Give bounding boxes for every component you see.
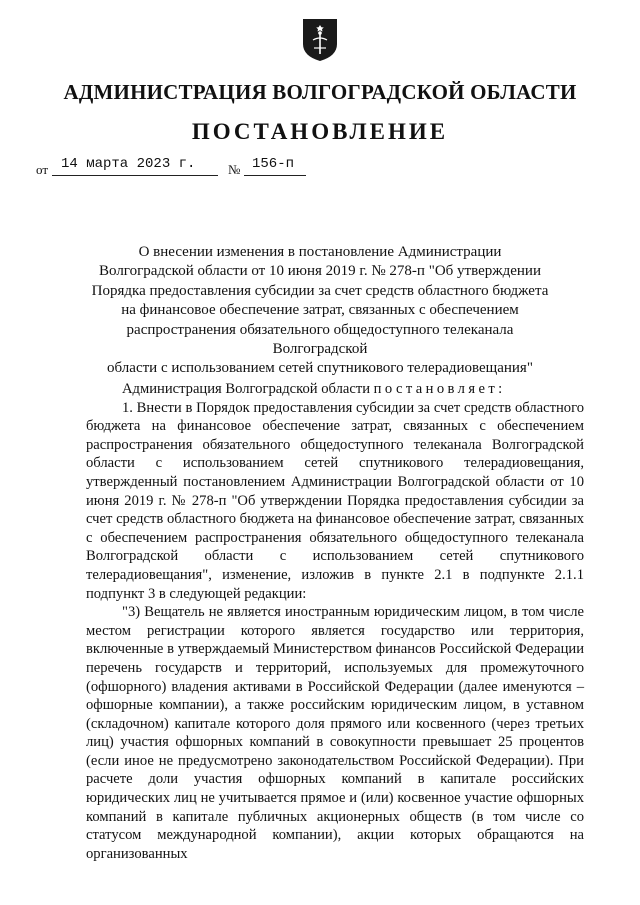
document-type-heading: ПОСТАНОВЛЕНИЕ <box>191 119 449 144</box>
issuing-authority: АДМИНИСТРАЦИЯ ВОЛГОГРАДСКОЙ ОБЛАСТИ <box>63 80 577 104</box>
intro-text: Администрация Волгоградской области <box>122 381 371 397</box>
clause-1: 1. Внести в Порядок предоставления субсидии за счет средств областного бюджета на финансовое обеспечение затрат, связанных с обеспечением распространения обязательного общедоступного телеканала Волгоградской области с использованием сетей спутникового телерадиовещания, утвержденный постановлением Администрации Волгоградской области от 10 июня 2019 г. № 278-п "Об утверждении Порядка предоставления субсидии за счет средств областного бюджета на финансовое обеспечение затрат, связанных с обеспечением распространения обязательного общедоступного телеканала Волгоградской области с использованием сетей спутникового телерадиовещания", изменение, изложив в пункте 2.1 в подпункте 2.1.1 подпункт 3 в следующей редакции: <box>86 399 584 602</box>
intro-paragraph <box>86 380 584 399</box>
number-label: № <box>228 162 241 177</box>
subclause-3: "3) Вещатель не является иностранным юридическим лицом, в том числе местом регистрации которого является государство или территория, включенные в утверждаемый Министерством финансов Российской Федерации перечень государств и территорий, используемых для промежуточного (офшорного) владения активами в Российской Федерации (далее именуются – офшорные компании), а также российским юридическим лицом, в уставном (складочном) капитале которого доля прямого или косвенного (через третьих лиц) участия офшорных компаний в совокупности превышает 25 процентов (если иное не предусмотрено законодательством Российской Федерации). При расчете доли участия офшорных компаний в капитале российских юридических лиц не учитывается прямое и (или) косвенное участие офшорных компаний в капитале публичных акционерных обществ (в том числе со статусом международной компании), акции которых обращаются на организованных <box>86 604 584 862</box>
title-line: О внесении изменения в постановление Администрации <box>138 244 502 260</box>
coat-of-arms-icon <box>302 18 338 62</box>
date-label: от <box>36 162 49 177</box>
number-underline <box>244 175 306 176</box>
resolves-word: постановляет: <box>373 381 506 397</box>
document-title <box>80 243 560 379</box>
date-underline <box>52 175 218 176</box>
title-line: области с использованием сетей спутникового телерадиовещания" <box>107 360 533 377</box>
title-line: на финансовое обеспечение затрат, связанных с обеспечением <box>121 302 519 319</box>
title-line: Порядка предоставления субсидии за счет средств областного бюджета <box>91 282 549 299</box>
document-date: 14 марта 2023 г. <box>61 156 196 172</box>
title-line: Волгоградской области от 10 июня 2019 г. № 278-п "Об утверждении <box>99 263 541 280</box>
title-line: распространения обязательного общедоступного телеканала Волгоградской <box>126 321 514 358</box>
document-number: 156-п <box>252 156 295 172</box>
document-body <box>86 380 584 863</box>
